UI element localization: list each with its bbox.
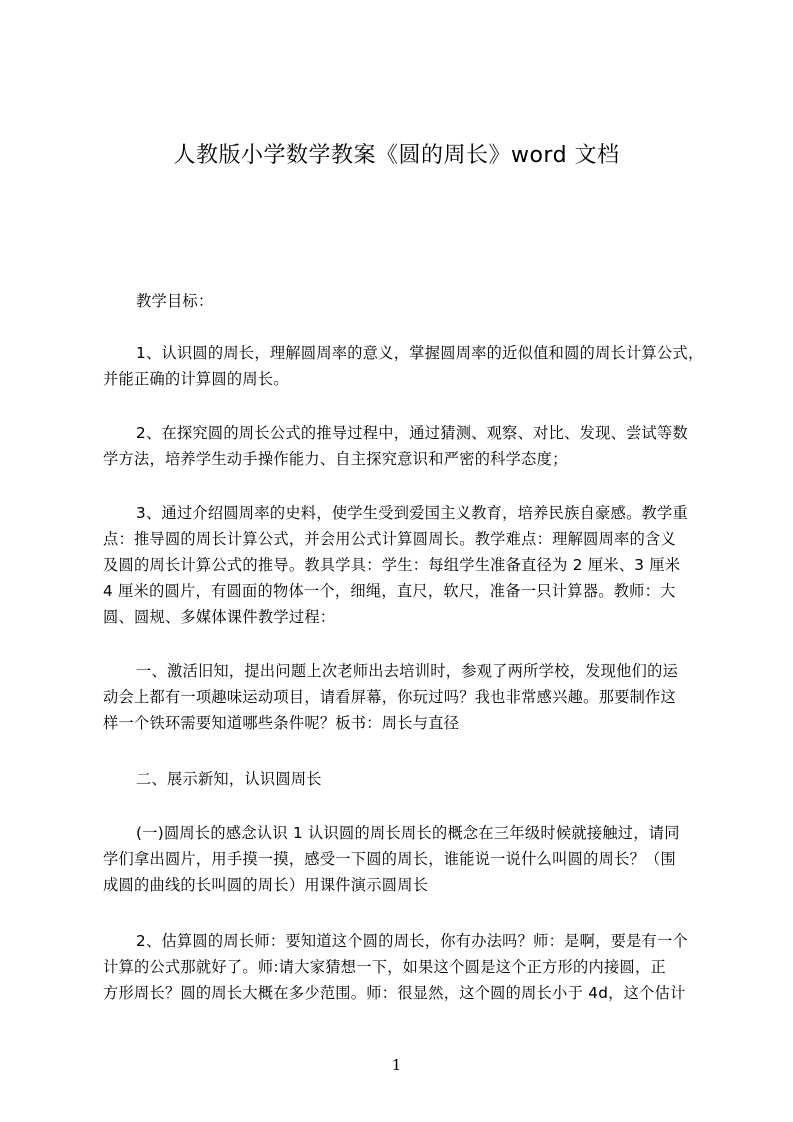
text-line: 及圆的周长计算公式的推导。教具学具：学生：每组学生准备直径为 2 厘米、3 厘米: [103, 556, 681, 574]
text-line: 二、展示新知，认识圆周长: [136, 770, 322, 788]
text-line: 1、认识圆的周长，理解圆周率的意义，掌握圆周率的近似值和圆的周长计算公式，: [136, 344, 704, 362]
text-line: 计算的公式那就好了。师:请大家猜想一下，如果这个圆是这个正方形的内接圆，正: [103, 958, 666, 976]
paragraph-section-1: [103, 658, 715, 736]
text-line: 并能正确的计算圆的周长。: [103, 370, 289, 388]
paragraph-goal-1: [103, 340, 715, 392]
text-line: (一)圆周长的感念认识 1 认识圆的周长周长的概念在三年级时候就接触过，请同: [136, 824, 680, 842]
paragraph-concept: [103, 820, 715, 898]
text-line: 4 厘米的圆片，有圆面的物体一个，细绳，直尺，软尺，准备一只计算器。教师：大: [103, 582, 676, 600]
text-line: 方形周长？圆的周长大概在多少范围。师：很显然，这个圆的周长小于 4d，这个估计: [103, 984, 686, 1002]
text-line: 学们拿出圆片，用手摸一摸，感受一下圆的周长，谁能说一说什么叫圆的周长？（围: [103, 850, 677, 868]
text-line: 2、在探究圆的周长公式的推导过程中，通过猜测、观察、对比、发现、尝试等数: [136, 424, 689, 442]
paragraph-goal-2: [103, 420, 715, 472]
paragraph-section-2-heading: [103, 766, 715, 792]
text-line: 3、通过介绍圆周率的史料，使学生受到爱国主义教育，培养民族自豪感。教学重: [136, 504, 689, 522]
paragraph-estimate: [103, 928, 715, 1006]
text-line: 成圆的曲线的长叫圆的周长）用课件演示圆周长: [103, 876, 429, 894]
paragraph-teaching-goals-heading: [103, 288, 715, 314]
text-line: 教学目标：: [136, 292, 214, 310]
paragraph-goal-3: [103, 500, 715, 630]
text-line: 2、估算圆的周长师：要知道这个圆的周长，你有办法吗？师：是啊，要是有一个: [136, 932, 689, 950]
page-number: 1: [391, 1056, 402, 1074]
text-line: 动会上都有一项趣味运动项目，请看屏幕，你玩过吗？我也非常感兴趣。那要制作这: [103, 688, 677, 706]
text-line: 圆、圆规、多媒体课件教学过程：: [103, 608, 336, 626]
text-line: 一、激活旧知，提出问题上次老师出去培训时，参观了两所学校，发现他们的运: [136, 662, 679, 680]
text-line: 点：推导圆的周长计算公式，并会用公式计算圆周长。教学难点：理解圆周率的含义: [103, 530, 677, 548]
document-title: 人教版小学数学教案《圆的周长》word 文档: [173, 143, 620, 168]
text-line: 样一个铁环需要知道哪些条件呢？板书：周长与直径: [103, 714, 460, 732]
text-line: 学方法，培养学生动手操作能力、自主探究意识和严密的科学态度；: [103, 450, 568, 468]
